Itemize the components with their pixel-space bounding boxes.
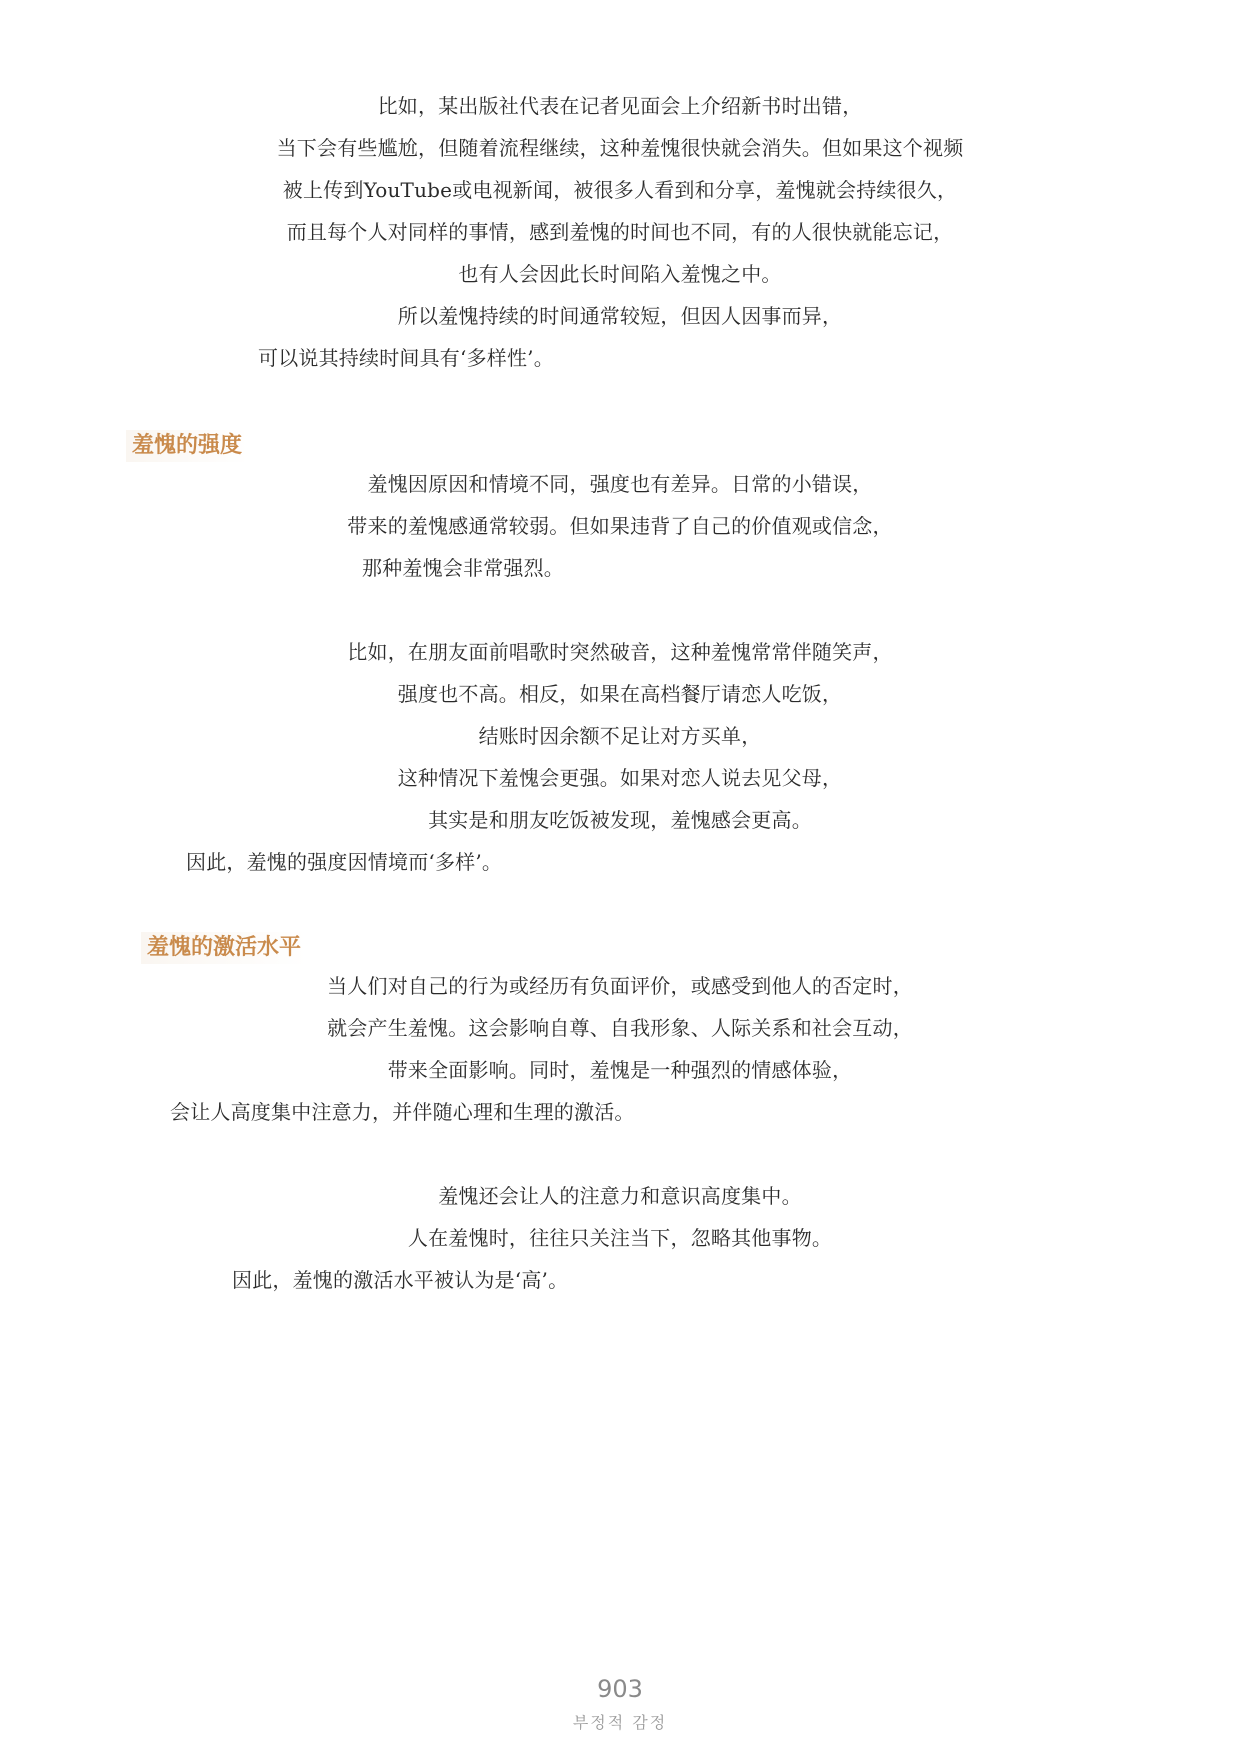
body-text-line: 比如，在朋友面前唱歌时突然破音，这种羞愧常常伴随笑声，	[347, 640, 893, 664]
body-text-line: 因此，羞愧的强度因情境而‘多样’。	[186, 850, 503, 874]
body-text-line: 会让人高度集中注意力，并伴随心理和生理的激活。	[170, 1100, 635, 1124]
body-text-line: 当下会有些尴尬，但随着流程继续，这种羞愧很快就会消失。但如果这个视频	[276, 136, 964, 160]
body-text-line: 羞愧还会让人的注意力和意识高度集中。	[438, 1184, 802, 1208]
page-number: 903	[597, 1675, 643, 1703]
body-text-line: 所以羞愧持续的时间通常较短，但因人因事而异，	[397, 304, 843, 328]
body-text-line: 也有人会因此长时间陷入羞愧之中。	[458, 262, 782, 286]
section-heading-intensity: 羞愧的强度	[126, 430, 248, 462]
body-text-line: 这种情况下羞愧会更强。如果对恋人说去见父母，	[397, 766, 843, 790]
body-text-line: 强度也不高。相反，如果在高档餐厅请恋人吃饭，	[397, 682, 843, 706]
body-text-line: 结账时因余额不足让对方买单，	[478, 724, 762, 748]
body-text-line: 带来全面影响。同时，羞愧是一种强烈的情感体验，	[387, 1058, 853, 1082]
body-text-line: 带来的羞愧感通常较弱。但如果违背了自己的价值观或信念，	[347, 514, 893, 538]
body-text-line: 比如，某出版社代表在记者见面会上介绍新书时出错，	[377, 94, 863, 118]
section-heading-activation: 羞愧的激活水平	[141, 932, 307, 964]
body-text-line: 就会产生羞愧。这会影响自尊、自我形象、人际关系和社会互动，	[327, 1016, 913, 1040]
body-text-line: 那种羞愧会非常强烈。	[362, 556, 564, 580]
footer-label: 부정적 감정	[572, 1713, 668, 1732]
body-text-line: 当人们对自己的行为或经历有负面评价，或感受到他人的否定时，	[327, 974, 913, 998]
body-text-line: 其实是和朋友吃饭被发现，羞愧感会更高。	[428, 808, 812, 832]
body-text-line: 可以说其持续时间具有‘多样性’。	[258, 346, 554, 370]
body-text-line: 羞愧因原因和情境不同，强度也有差异。日常的小错误，	[367, 472, 873, 496]
body-text-line: 因此，羞愧的激活水平被认为是‘高’。	[232, 1268, 569, 1292]
body-text-line: 被上传到YouTube或电视新闻，被很多人看到和分享，羞愧就会持续很久，	[282, 178, 958, 202]
body-text-line: 而且每个人对同样的事情，感到羞愧的时间也不同，有的人很快就能忘记，	[286, 220, 954, 244]
body-text-line: 人在羞愧时，往往只关注当下，忽略其他事物。	[407, 1226, 833, 1250]
